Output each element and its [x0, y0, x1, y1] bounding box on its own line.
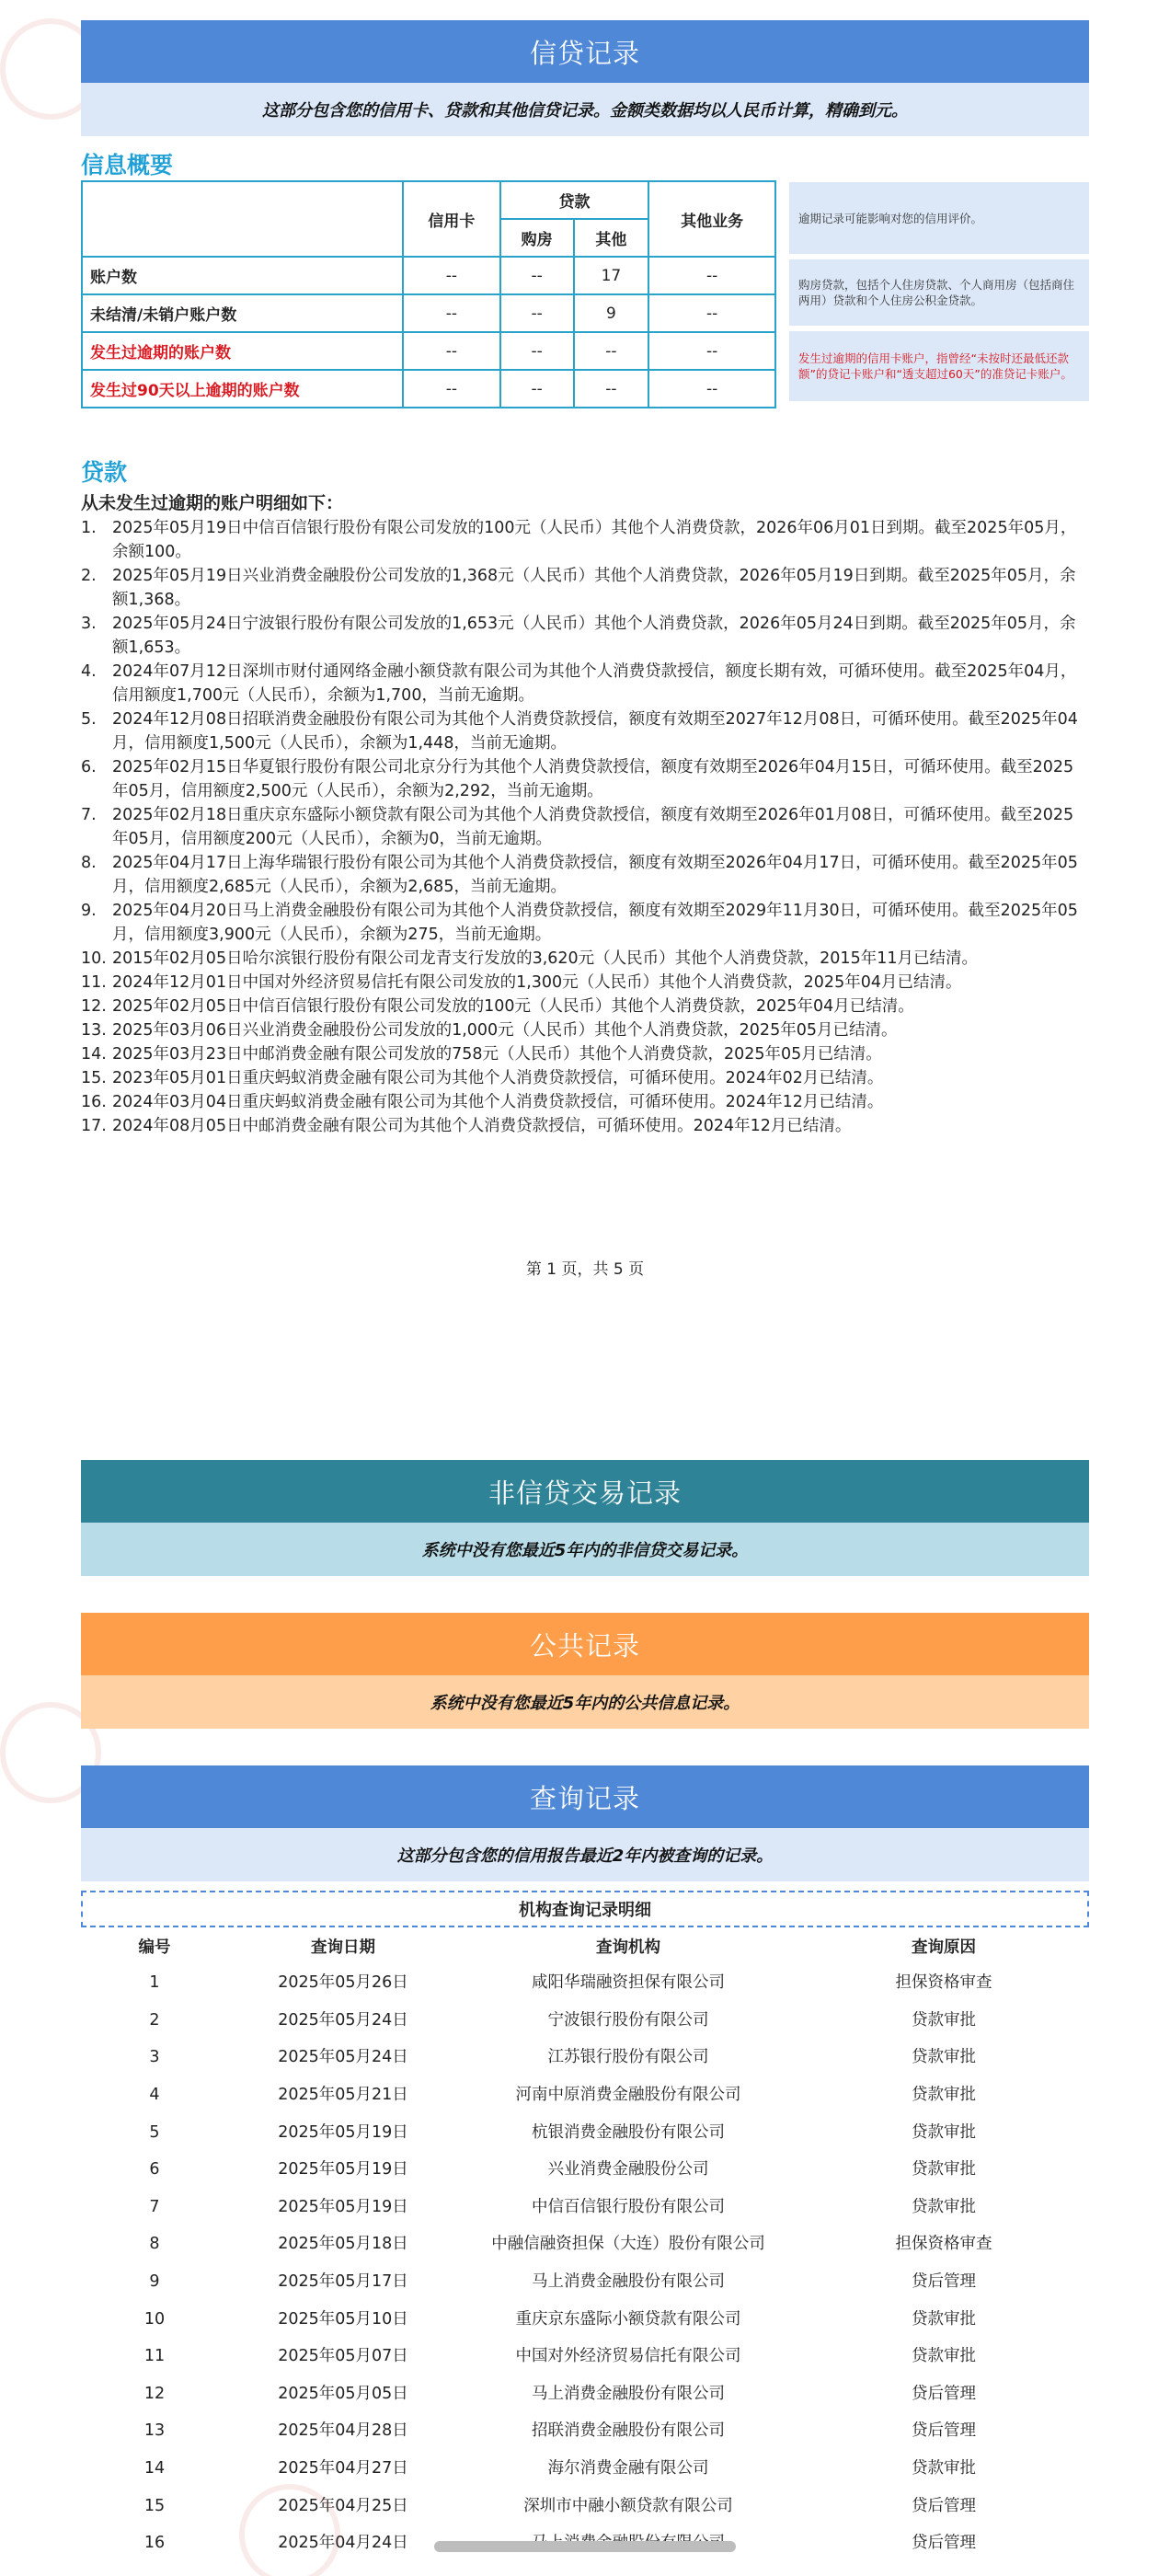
cell: --: [574, 370, 649, 408]
query-reason: 贷后管理: [912, 2534, 976, 2553]
loan-item-number: 7.: [81, 806, 97, 824]
loan-item-number: 8.: [81, 854, 97, 872]
loan-item: [81, 803, 1089, 851]
query-date: 2025年05月26日: [278, 1973, 408, 1993]
loan-item-text: 2025年02月15日华夏银行股份有限公司北京分行为其他个人消费贷款授信，额度有效期至2026年04月15日，可循环使用。截至2025年05月，信用额度2,500元（人民币），余额为2,292，当前无逾期。: [112, 758, 1074, 800]
overview-table: [81, 180, 776, 408]
query-reason: 贷后管理: [912, 2272, 976, 2292]
row-label: 未结清/未销户账户数: [82, 294, 403, 332]
query-number: 4: [149, 2086, 160, 2105]
loan-item-text: 2024年12月08日招联消费金融股份有限公司为其他个人消费贷款授信，额度有效期至2027年12月08日，可循环使用。截至2025年04月，信用额度1,500元（人民币），余额为1,448，当前无逾期。: [112, 710, 1078, 753]
table-row: [81, 2151, 1089, 2189]
loan-item-number: 11.: [81, 973, 107, 992]
query-institution: 咸阳华瑞融资担保有限公司: [532, 1973, 725, 1993]
col-number: 编号: [138, 1938, 171, 1957]
query-section: [81, 1765, 1089, 2562]
loan-item-number: 14.: [81, 1045, 107, 1064]
loans-intro: 从未发生过逾期的账户明细如下：: [81, 493, 344, 513]
cell: 9: [574, 294, 649, 332]
cell: --: [574, 332, 649, 370]
cell: --: [500, 294, 574, 332]
query-date: 2025年05月21日: [278, 2086, 408, 2105]
query-table: [81, 1927, 1089, 2562]
loan-item-number: 4.: [81, 662, 97, 681]
page-number: 第 1 页，共 5 页: [525, 1260, 645, 1279]
query-date: 2025年05月10日: [278, 2309, 408, 2329]
credit-title: 信贷记录: [81, 20, 1089, 83]
query-number: 2: [149, 2010, 160, 2030]
query-reason: 贷款审批: [912, 2347, 976, 2366]
loan-item-number: 6.: [81, 758, 97, 776]
table-row: [81, 2225, 1089, 2263]
table-row: [81, 2076, 1089, 2114]
cell: --: [500, 257, 574, 294]
loan-item: [81, 1066, 1089, 1090]
loan-item-number: 12.: [81, 997, 107, 1016]
table-row: [81, 2487, 1089, 2524]
query-number: 14: [143, 2459, 166, 2478]
cell: --: [648, 332, 775, 370]
cell: --: [648, 257, 775, 294]
table-row: [81, 1964, 1089, 2002]
loan-item-number: 16.: [81, 1093, 107, 1111]
loan-item-number: 17.: [81, 1117, 107, 1135]
loan-item: [81, 612, 1089, 660]
note-overdue: 逾期记录可能影响对您的信用评价。: [789, 182, 1089, 254]
table-row: [81, 2375, 1089, 2413]
overview: [81, 147, 1089, 180]
cell: --: [500, 370, 574, 408]
home-indicator[interactable]: [434, 2541, 736, 2552]
query-date: 2025年05月05日: [278, 2384, 408, 2403]
loan-item-text: 2024年08月05日中邮消费金融有限公司为其他个人消费贷款授信，可循环使用。2024年12月已结清。: [112, 1117, 852, 1135]
loan-item: [81, 564, 1089, 612]
loan-item: [81, 660, 1089, 707]
loan-item: [81, 851, 1089, 899]
loan-item: [81, 995, 1089, 1018]
query-number: 5: [149, 2122, 160, 2142]
loan-item: [81, 1090, 1089, 1114]
query-institution: 马上消费金融股份有限公司: [532, 2384, 725, 2403]
cell: --: [648, 370, 775, 408]
query-institution: 宁波银行股份有限公司: [547, 2010, 709, 2030]
overview-title: 信息概要: [81, 152, 174, 178]
query-institution: 深圳市中融小额贷款有限公司: [523, 2496, 733, 2515]
table-row: [81, 2338, 1089, 2375]
query-date: 2025年05月19日: [278, 2160, 408, 2179]
query-date: 2025年05月24日: [278, 2010, 408, 2030]
query-date: 2025年04月28日: [278, 2421, 408, 2441]
query-institution: 海尔消费金融有限公司: [547, 2459, 709, 2478]
loan-item-number: 2.: [81, 567, 97, 585]
query-number: 8: [149, 2235, 160, 2254]
loan-item: [81, 971, 1089, 995]
query-institution: 招联消费金融股份有限公司: [532, 2421, 725, 2441]
col-other-business: 其他业务: [648, 181, 775, 257]
col-housing: 购房: [500, 219, 574, 257]
table-row: [81, 2300, 1089, 2338]
loan-item-text: 2025年02月05日中信百信银行股份有限公司发放的100元（人民币）其他个人消费贷款，2025年04月已结清。: [112, 997, 914, 1016]
query-reason: 贷后管理: [912, 2384, 976, 2403]
loan-item: [81, 1018, 1089, 1042]
note-credit-card: 发生过逾期的信用卡账户，指曾经“未按时还最低还款额”的贷记卡账户和“透支超过60天”的准贷记卡账户。: [789, 331, 1089, 401]
table-row: [82, 294, 775, 332]
cell: --: [403, 257, 500, 294]
overview-corner: [82, 181, 403, 257]
row-label: 账户数: [82, 257, 403, 294]
loan-list: [81, 516, 1089, 1138]
query-number: 1: [149, 1973, 160, 1993]
loan-item-text: 2025年03月06日兴业消费金融股份公司发放的1,000元（人民币）其他个人消费贷款，2025年05月已结清。: [112, 1021, 898, 1040]
loan-item-number: 1.: [81, 519, 97, 537]
loan-item: [81, 516, 1089, 564]
query-date: 2025年05月17日: [278, 2272, 408, 2292]
loan-item: [81, 947, 1089, 971]
query-reason: 担保资格审查: [895, 1973, 992, 1993]
query-reason: 贷款审批: [912, 2122, 976, 2142]
query-date: 2025年04月27日: [278, 2459, 408, 2478]
table-row: [81, 2263, 1089, 2301]
loan-item-number: 13.: [81, 1021, 107, 1040]
query-institution: 重庆京东盛际小额贷款有限公司: [515, 2309, 741, 2329]
query-date: 2025年05月18日: [278, 2235, 408, 2254]
loan-item-number: 5.: [81, 710, 97, 729]
table-row: [81, 2039, 1089, 2076]
query-institution: 马上消费金融股份有限公司: [532, 2272, 725, 2292]
query-institution: 中信百信银行股份有限公司: [532, 2197, 725, 2216]
credit-section: [81, 20, 1089, 136]
query-number: 12: [143, 2384, 166, 2403]
query-subtitle: 这部分包含您的信用报告最近2年内被查询的记录。: [81, 1828, 1089, 1881]
loan-item-text: 2025年02月18日重庆京东盛际小额贷款有限公司为其他个人消费贷款授信，额度有效期至2026年01月08日，可循环使用。截至2025年05月，信用额度200元（人民币），余额为0，当前无逾期。: [112, 806, 1074, 848]
query-reason: 贷款审批: [912, 2160, 976, 2179]
loan-item: [81, 899, 1089, 947]
query-reason: 贷款审批: [912, 2197, 976, 2216]
query-institution: 杭银消费金融股份有限公司: [532, 2122, 725, 2142]
query-date: 2025年04月25日: [278, 2496, 408, 2515]
loan-item-text: 2024年03月04日重庆蚂蚁消费金融有限公司为其他个人消费贷款授信，可循环使用。2024年12月已结清。: [112, 1093, 884, 1111]
query-date: 2025年05月19日: [278, 2122, 408, 2142]
query-reason: 贷后管理: [912, 2421, 976, 2441]
table-row: [82, 257, 775, 294]
non-credit-section: [81, 1460, 1089, 1576]
loan-item-text: 2024年07月12日深圳市财付通网络金融小额贷款有限公司为其他个人消费贷款授信，额度长期有效，可循环使用。截至2025年04月，信用额度1,700元（人民币），余额为1,700，当前无逾期。: [112, 662, 1077, 705]
cell: --: [403, 370, 500, 408]
public-subtitle: 系统中没有您最近5年内的公共信息记录。: [81, 1675, 1089, 1729]
cell: --: [500, 332, 574, 370]
cell: --: [403, 294, 500, 332]
query-institution: 中国对外经济贸易信托有限公司: [515, 2347, 741, 2366]
query-reason: 贷款审批: [912, 2309, 976, 2329]
loan-item: [81, 755, 1089, 803]
query-institution: 兴业消费金融股份公司: [547, 2160, 709, 2179]
row-label: 发生过90天以上逾期的账户数: [82, 370, 403, 408]
row-label: 发生过逾期的账户数: [82, 332, 403, 370]
loan-item-text: 2015年02月05日哈尔滨银行股份有限公司龙青支行发放的3,620元（人民币）其他个人消费贷款，2015年11月已结清。: [112, 949, 978, 968]
non-credit-title: 非信贷交易记录: [81, 1460, 1089, 1523]
query-date: 2025年04月24日: [278, 2534, 408, 2553]
loan-item-text: 2025年05月19日中信百信银行股份有限公司发放的100元（人民币）其他个人消费贷款，2026年06月01日到期。截至2025年05月，余额100。: [112, 519, 1077, 561]
table-row: [81, 2412, 1089, 2450]
col-credit-card: 信用卡: [403, 181, 500, 257]
loans-title: 贷款: [81, 459, 128, 486]
loan-item-text: 2025年03月23日中邮消费金融有限公司发放的758元（人民币）其他个人消费贷款，2025年05月已结清。: [112, 1045, 882, 1064]
table-row: [82, 332, 775, 370]
credit-subtitle: 这部分包含您的信用卡、贷款和其他信贷记录。金额类数据均以人民币计算，精确到元。: [81, 83, 1089, 136]
loan-item: [81, 707, 1089, 755]
col-other: 其他: [574, 219, 649, 257]
query-number: 9: [149, 2272, 160, 2292]
table-row: [81, 2450, 1089, 2488]
table-row: [81, 2189, 1089, 2226]
col-reason: 查询原因: [912, 1938, 976, 1957]
loan-item-number: 10.: [81, 949, 107, 968]
query-institution: 中融信融资担保（大连）股份有限公司: [491, 2235, 765, 2254]
query-reason: 贷款审批: [912, 2048, 976, 2067]
query-date: 2025年05月07日: [278, 2347, 408, 2366]
query-date: 2025年05月19日: [278, 2197, 408, 2216]
public-section: [81, 1613, 1089, 1729]
loan-item-text: 2025年04月20日马上消费金融股份有限公司为其他个人消费贷款授信，额度有效期至2029年11月30日，可循环使用。截至2025年05月，信用额度3,900元（人民币），余额为275，当前无逾期。: [112, 902, 1078, 944]
cell: --: [648, 294, 775, 332]
query-institution: 江苏银行股份有限公司: [547, 2048, 709, 2067]
loan-item-text: 2023年05月01日重庆蚂蚁消费金融有限公司为其他个人消费贷款授信，可循环使用。2024年02月已结清。: [112, 1069, 884, 1087]
loan-item-number: 9.: [81, 902, 97, 920]
loan-item-number: 3.: [81, 615, 97, 633]
loan-item-text: 2025年04月17日上海华瑞银行股份有限公司为其他个人消费贷款授信，额度有效期至2026年04月17日，可循环使用。截至2025年05月，信用额度2,685元（人民币），余额为2,685，当前无逾期。: [112, 854, 1078, 896]
public-title: 公共记录: [81, 1613, 1089, 1675]
loan-item-text: 2025年05月24日宁波银行股份有限公司发放的1,653元（人民币）其他个人消费贷款，2026年05月24日到期。截至2025年05月，余额1,653。: [112, 615, 1076, 657]
non-credit-subtitle: 系统中没有您最近5年内的非信贷交易记录。: [81, 1523, 1089, 1576]
query-reason: 贷后管理: [912, 2496, 976, 2515]
query-number: 6: [149, 2160, 160, 2179]
query-reason: 贷款审批: [912, 2010, 976, 2030]
query-reason: 担保资格审查: [895, 2235, 992, 2254]
col-institution: 查询机构: [596, 1938, 660, 1957]
note-housing: 购房贷款，包括个人住房贷款、个人商用房（包括商住两用）贷款和个人住房公积金贷款。: [789, 259, 1089, 326]
table-row: [82, 370, 775, 408]
loan-item-number: 15.: [81, 1069, 107, 1087]
cell: 17: [574, 257, 649, 294]
query-date: 2025年05月24日: [278, 2048, 408, 2067]
query-number: 16: [143, 2534, 166, 2553]
loan-item: [81, 1042, 1089, 1066]
loan-item-text: 2025年05月19日兴业消费金融股份公司发放的1,368元（人民币）其他个人消费贷款，2026年05月19日到期。截至2025年05月，余额1,368。: [112, 567, 1076, 609]
table-row: [81, 2002, 1089, 2040]
col-date: 查询日期: [311, 1938, 375, 1957]
query-number: 10: [143, 2309, 166, 2329]
loan-item-text: 2024年12月01日中国对外经济贸易信托有限公司发放的1,300元（人民币）其他个人消费贷款，2025年04月已结清。: [112, 973, 962, 992]
overview-block: [81, 180, 1089, 408]
query-number: 7: [149, 2197, 160, 2216]
query-table-title: 机构查询记录明细: [81, 1891, 1089, 1927]
col-loan: 贷款: [500, 181, 649, 219]
query-title: 查询记录: [81, 1765, 1089, 1828]
query-number: 13: [143, 2421, 166, 2441]
table-row: [81, 2113, 1089, 2151]
query-table-body: [81, 1964, 1089, 2562]
cell: --: [403, 332, 500, 370]
query-reason: 贷款审批: [912, 2086, 976, 2105]
query-number: 11: [143, 2347, 166, 2366]
loans-section: [81, 454, 1089, 1138]
query-number: 15: [143, 2496, 166, 2515]
loan-item: [81, 1114, 1089, 1138]
query-reason: 贷款审批: [912, 2459, 976, 2478]
query-number: 3: [149, 2048, 160, 2067]
query-institution: 河南中原消费金融股份有限公司: [515, 2086, 741, 2105]
